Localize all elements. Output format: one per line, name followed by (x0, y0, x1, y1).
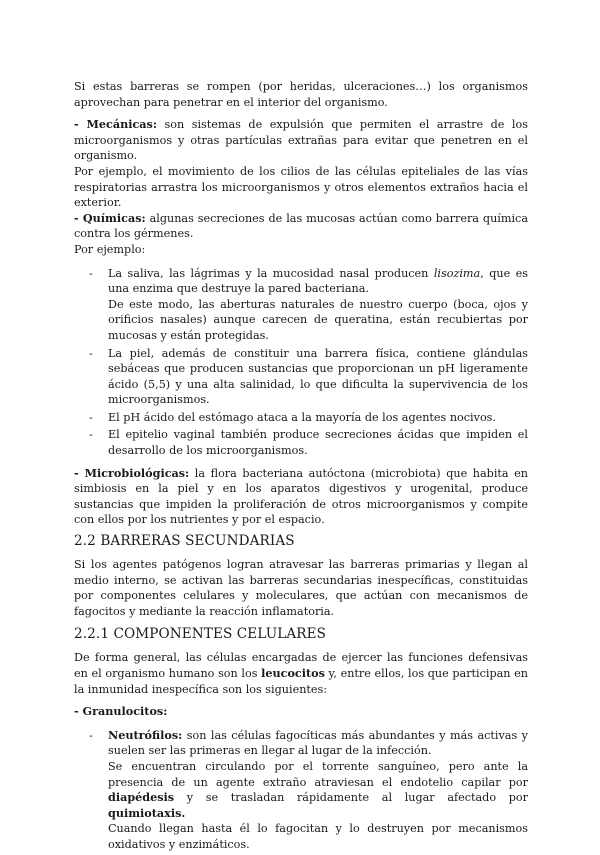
quimiotaxis-term: quimiotaxis. (108, 805, 186, 820)
microbiologicas-label: - Microbiológicas: (74, 465, 190, 480)
mecanicas-paragraph (74, 117, 528, 164)
list-item-text: El pH ácido del estómago ataca a la mayoría de los agentes nocivos. (108, 410, 496, 424)
granulocitos-list (74, 728, 528, 853)
barreras-secundarias-paragraph: Si los agentes patógenos logran atravesar las barreras primarias y llegan al medio interno, se activan las barreras secundarias inespecíficas, constituidas por componentes celulares y moleculares, que actúan con mecanismos de fagocitos y mediante la reacción inflamatoria. (74, 558, 528, 618)
list-item (74, 410, 528, 426)
dash-bullet: - (89, 428, 93, 442)
saliva-text: La saliva, las lágrimas y la mucosidad nasal producen (108, 266, 434, 280)
neutrofilos-paragraph-3: Cuando llegan hasta él lo fagocitan y lo destruyen por mecanismos oxidativos y enzimáticos. (108, 822, 528, 851)
section-heading-componentes-celulares: 2.2.1 COMPONENTES CELULARES (74, 626, 327, 643)
dash-bullet: - (89, 266, 93, 280)
neutrofilos-desc: son las células fagocíticas más abundantes y más activas y suelen ser las primeras en llegar al lugar de la infección. (108, 728, 528, 758)
microbiologicas-paragraph (74, 466, 528, 528)
leucocitos-term: leucocitos (261, 666, 325, 680)
diapedesis-term: diapédesis (108, 790, 175, 805)
quimicas-example-label: Por ejemplo: (74, 242, 146, 256)
list-item (74, 427, 528, 458)
list-item (74, 266, 528, 344)
neutrofilos-text (108, 728, 528, 759)
dash-bullet: - (89, 728, 93, 742)
section-heading-barreras-secundarias: 2.2 BARRERAS SECUNDARIAS (74, 533, 295, 550)
mecanicas-label: - Mecánicas: (74, 117, 157, 132)
lisozima-term: lisozima (433, 266, 481, 280)
quimicas-label: - Químicas: (74, 210, 146, 225)
neutrofilos-p2-text: Se encuentran circulando por el torrente sanguíneo, pero ante la presencia de un agente extraño atraviesan el endotelio capilar por (108, 759, 528, 789)
microbiologicas-text: la flora bacteriana autóctona (microbiota) que habita en simbiosis en la piel y en los aparatos digestivos y urogenital, produce sustancias que impiden la proliferación de otros microorganismos y compite con ellos por los nutrientes y por el espacio. (74, 466, 528, 527)
dash-bullet: - (89, 346, 93, 360)
componentes-celulares-paragraph (74, 650, 528, 697)
dash-bullet: - (89, 410, 93, 424)
mecanicas-text: son sistemas de expulsión que permiten el arrastre de los microorganismos y otras partículas extrañas para evitar que penetren en el organismo. (74, 118, 528, 163)
list-item-text (108, 266, 528, 297)
neutrofilos-p2-mid: y se trasladan rápidamente al lugar afectado por (174, 791, 528, 805)
componentes-text: De forma general, las células encargadas de ejercer las funciones defensivas en el organismo humano son los (74, 651, 528, 680)
list-item (74, 346, 528, 408)
list-item-text: La piel, además de constituir una barrera física, contiene glándulas sebáceas que producen sustancias que proporcionan un pH ligeramente ácido (5,5) y una alta salinidad, lo que dificulta la supervivencia de los microorganismos. (108, 346, 528, 407)
intro-paragraph: Si estas barreras se rompen (por heridas, ulceraciones…) los organismos aprovechan para penetrar en el interior del organismo. (74, 80, 528, 109)
componentes-text-end: y, entre ellos, los que participan en la inmunidad inespecífica son los siguientes: (74, 667, 528, 696)
neutrofilos-label: Neutrófilos: (108, 727, 183, 742)
mecanicas-example: Por ejemplo, el movimiento de los cilios de las células epiteliales de las vías respiratorias arrastra los microorganismos y otros elementos extraños hacia el exterior. (74, 164, 528, 210)
list-item (74, 728, 528, 853)
quimicas-text: algunas secreciones de las mucosas actúan como barrera química contra los gérmenes. (74, 211, 528, 241)
quimicas-list (74, 266, 528, 459)
saliva-text-end: , que es una enzima que destruye la pared bacteriana. (108, 266, 528, 296)
granulocitos-label: - Granulocitos: (74, 704, 168, 719)
list-item-text: El epitelio vaginal también produce secreciones ácidas que impiden el desarrollo de los microorganismos. (108, 428, 528, 458)
list-item-extra: De este modo, las aberturas naturales de nuestro cuerpo (boca, ojos y orificios nasales) aunque carecen de queratina, están recubiertas por mucosas y están protegidas. (108, 297, 528, 342)
document-body (74, 79, 528, 855)
quimicas-paragraph (74, 211, 528, 242)
neutrofilos-paragraph-2 (108, 759, 528, 821)
